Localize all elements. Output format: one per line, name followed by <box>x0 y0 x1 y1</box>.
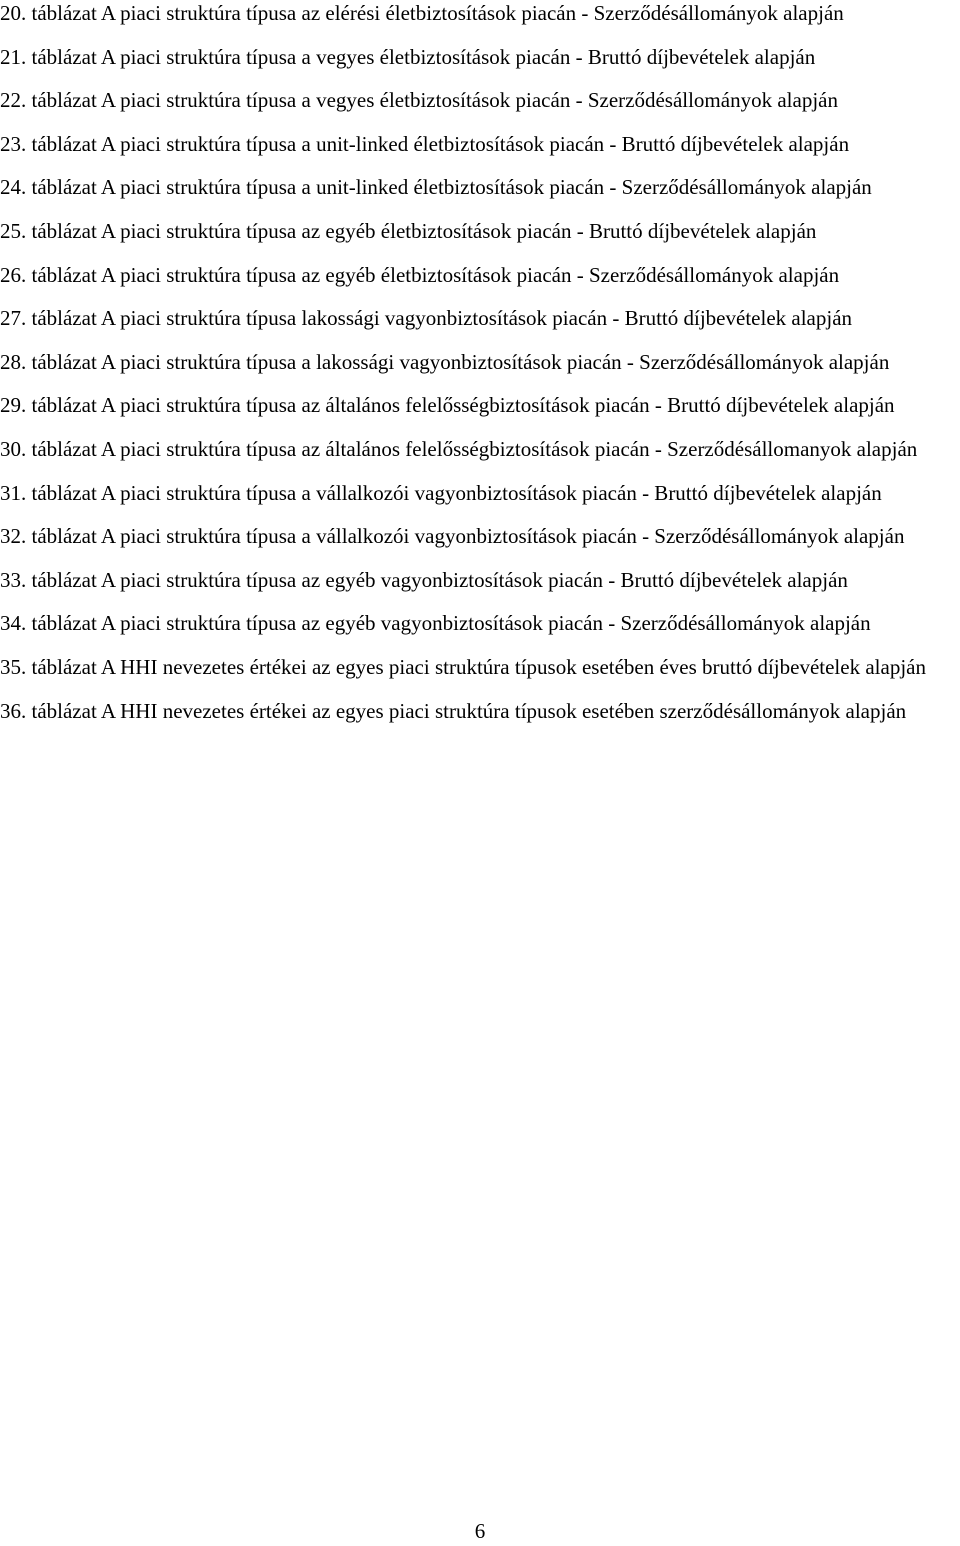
table-list-entry: 31. táblázat A piaci struktúra típusa a vállalkozói vagyonbiztosítások piacán - Bruttó díjbevételek alapján <box>0 480 882 505</box>
table-list-entry: 36. táblázat A HHI nevezetes értékei az egyes piaci struktúra típusok esetében szerződésállományok alapján <box>0 698 907 723</box>
table-list-entry: 32. táblázat A piaci struktúra típusa a vállalkozói vagyonbiztosítások piacán - Szerződésállományok alapján <box>0 524 905 549</box>
table-list <box>0 0 956 733</box>
table-list-entry: 27. táblázat A piaci struktúra típusa lakossági vagyonbiztosítások piacán - Bruttó díjbevételek alapján <box>0 306 853 331</box>
table-list-entry: 28. táblázat A piaci struktúra típusa a lakossági vagyonbiztosítások piacán - Szerződésállományok alapján <box>0 349 890 374</box>
table-list-entry: 24. táblázat A piaci struktúra típusa a unit-linked életbiztosítások piacán - Szerződésállományok alapján <box>0 175 872 200</box>
table-list-entry: 25. táblázat A piaci struktúra típusa az egyéb életbiztosítások piacán - Bruttó díjbevételek alapján <box>0 218 817 243</box>
table-list-entry: 20. táblázat A piaci struktúra típusa az elérési életbiztosítások piacán - Szerződésállományok alapján <box>0 1 844 25</box>
table-list-entry: 34. táblázat A piaci struktúra típusa az egyéb vagyonbiztosítások piacán - Szerződésállományok alapján <box>0 611 871 636</box>
table-list-entry: 29. táblázat A piaci struktúra típusa az általános felelősségbiztosítások piacán - Bruttó díjbevételek alapján <box>0 393 895 418</box>
table-list-entry: 22. táblázat A piaci struktúra típusa a vegyes életbiztosítások piacán - Szerződésállományok alapján <box>0 88 838 113</box>
table-list-entry: 35. táblázat A HHI nevezetes értékei az egyes piaci struktúra típusok esetében éves bruttó díjbevételek alapján <box>0 654 926 679</box>
table-list-entry: 26. táblázat A piaci struktúra típusa az egyéb életbiztosítások piacán - Szerződésállományok alapján <box>0 262 840 287</box>
table-list-entry: 23. táblázat A piaci struktúra típusa a unit-linked életbiztosítások piacán - Bruttó díjbevételek alapján <box>0 131 850 156</box>
table-list-entry: 21. táblázat A piaci struktúra típusa a vegyes életbiztosítások piacán - Bruttó díjbevételek alapján <box>0 44 816 69</box>
page-number: 6 <box>474 1519 486 1543</box>
table-list-entry: 33. táblázat A piaci struktúra típusa az egyéb vagyonbiztosítások piacán - Bruttó díjbevételek alapján <box>0 567 848 592</box>
table-list-entry: 30. táblázat A piaci struktúra típusa az általános felelősségbiztosítások piacán - Szerződésállomanyok alapján <box>0 436 918 461</box>
